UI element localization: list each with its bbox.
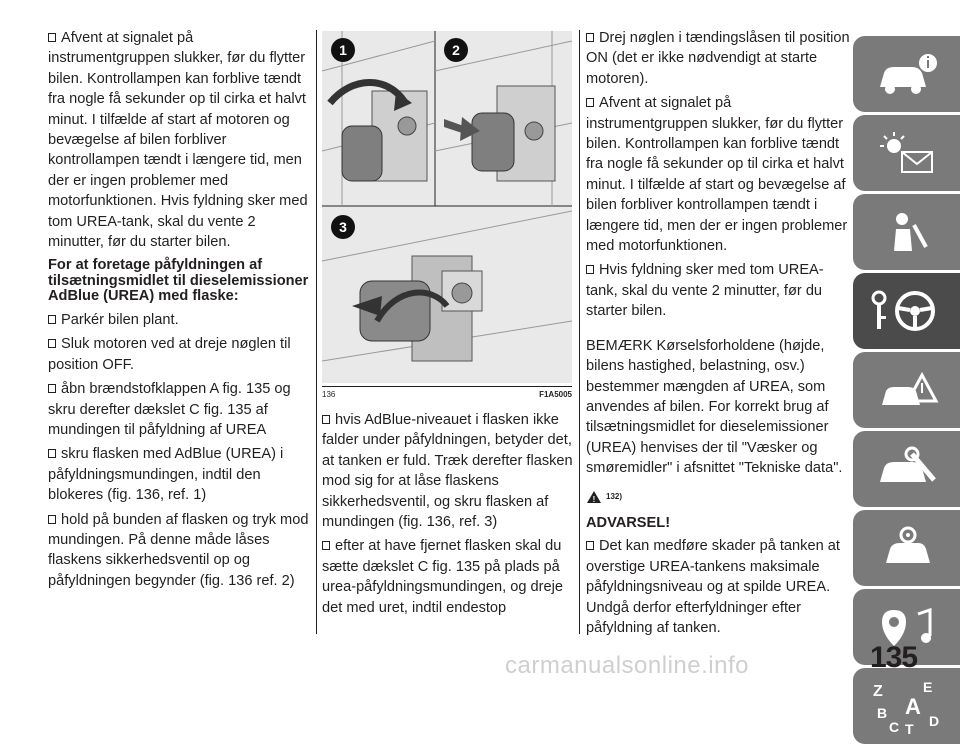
bullet-item: Sluk motoren ved at dreje nøglen til position OFF.: [48, 336, 291, 373]
bullet-item: Det kan medføre skader på tanken at overstige UREA-tankens maksimale påfyldningsniveau og at spilde UREA. Undgå derfor efterfyldninger efter påfyldning af tanken.: [586, 538, 840, 636]
column-divider-left: [316, 30, 317, 634]
bullet-square-icon: [48, 449, 56, 458]
steering-key-icon: [867, 286, 947, 336]
bullet-square-icon: [48, 515, 56, 524]
tab-warning-lights[interactable]: [853, 115, 960, 191]
figure-136: [322, 31, 572, 383]
bullet-item: hvis AdBlue-niveauet i flasken ikke falder under påfyldningen, betyder det, at tanken er fuld. Træk derefter flasken mod sig for at låse flaskens sikkerhedsventil, og skru flasken af mundingen (fig. 136, ref. 3): [322, 412, 573, 531]
svg-text:1: 1: [339, 42, 347, 58]
bullet-square-icon: [586, 98, 594, 107]
note-reference: ! 132): [586, 487, 850, 507]
column-right: [586, 28, 850, 642]
svg-text:C: C: [888, 719, 899, 735]
figure-caption: [322, 386, 572, 400]
maintenance-icon: [872, 444, 942, 494]
svg-text:B: B: [876, 705, 887, 721]
column-divider-right: [579, 30, 580, 634]
bullet-item: Drej nøglen i tændingslåsen til position ON (det er ikke nødvendigt at starte motoren).: [586, 30, 850, 87]
tab-car-info[interactable]: [853, 36, 960, 112]
bullet-item: åbn brændstofklappen A fig. 135 og skru derefter dækslet C fig. 135 af mundingen til påfyldning af UREA: [48, 381, 291, 438]
bullet-square-icon: [586, 33, 594, 42]
page-number: 135: [870, 641, 918, 674]
warning-triangle-icon: [586, 490, 602, 504]
bullet-item: Hvis fyldning sker med tom UREA-tank, skal du vente 2 minutter, før du starter bilen.: [586, 262, 824, 320]
figure-number: 136: [322, 390, 336, 399]
column-middle: [322, 410, 574, 622]
emergency-icon: [872, 365, 942, 415]
ref-badge-1: [331, 38, 355, 62]
svg-text:2: 2: [452, 42, 460, 58]
tab-starting-driving[interactable]: [853, 273, 960, 349]
column-left: [48, 28, 310, 595]
tab-emergency[interactable]: [853, 352, 960, 428]
bullet-square-icon: [48, 384, 56, 393]
note-paragraph: BEMÆRK Kørselsforholdene (højde, bilens hastighed, belastning, osv.) bestemmer mængden af UREA, som anvendes af bilen. For korrekt brug af tilsætningsmidlet for dieselemissioner (UREA) henvises der til "Væsker og smøremidler" i afsnittet "Tekniske data".: [586, 337, 843, 477]
warning-lights-icon: [872, 128, 942, 178]
warning-title: ADVARSEL!: [586, 514, 671, 531]
svg-text:T: T: [904, 721, 914, 736]
figure-code: F1A5005: [539, 390, 572, 399]
watermark: carmanualsonline.info: [505, 652, 749, 679]
svg-text:3: 3: [339, 219, 347, 235]
ref-badge-2: [444, 38, 468, 62]
bullet-square-icon: [322, 415, 330, 424]
section-heading: For at foretage påfyldningen af tilsætningsmidlet til dieselemissioner AdBlue (UREA) med flaske:: [48, 257, 309, 305]
tab-index[interactable]: [853, 668, 960, 744]
ref-badge-3: [331, 215, 355, 239]
bullet-item: Parkér bilen plant.: [48, 310, 310, 330]
tab-technical-data[interactable]: [853, 510, 960, 586]
safety-icon: [872, 207, 942, 257]
bullet-square-icon: [586, 265, 594, 274]
car-info-icon: [872, 49, 942, 99]
bullet-item: hold på bunden af flasken og tryk mod mundingen. På denne måde låses flaskens sikkerhedsventil op og påfyldningen begynder (fig. 136 ref. 2): [48, 511, 309, 589]
bullet-item: efter at have fjernet flasken skal du sætte dækslet C fig. 135 på plads på urea-påfyldningsmundingen, og dreje det med uret, indtil endestop: [322, 538, 563, 616]
bullet-square-icon: [322, 541, 330, 550]
index-icon: [867, 676, 947, 736]
svg-text:E: E: [922, 679, 932, 695]
technical-data-icon: [872, 523, 942, 573]
bullet-item: Afvent at signalet på instrumentgruppen slukker, før du flytter bilen. Kontrollampen kan forblive tændt fra nogle få sekunder op til cirka et halvt minut. I tilfælde af start og bevægelse af bilen forbliver kontrollampen tændt i længere tid, men der er ingen problemer med motorfunktionen.: [586, 95, 848, 255]
bullet-square-icon: [48, 339, 56, 348]
bullet-square-icon: [586, 541, 594, 550]
svg-text:A: A: [904, 694, 921, 719]
svg-text:D: D: [928, 713, 939, 729]
bullet-square-icon: [48, 33, 56, 42]
svg-text:Z: Z: [872, 683, 883, 700]
svg-text:!: !: [592, 494, 596, 504]
tab-safety[interactable]: [853, 194, 960, 270]
bullet-square-icon: [48, 315, 56, 324]
bullet-item: skru flasken med AdBlue (UREA) i påfyldningsmundingen, indtil den blokeres (fig. 136, ref. 1): [48, 446, 284, 504]
tab-maintenance[interactable]: [853, 431, 960, 507]
bullet-item: Afvent at signalet på instrumentgruppen slukker, før du flytter bilen. Kontrollampen kan forblive tændt fra nogle få sekunder op til cirka et halvt minut. I tilfælde af start af motoren og bevægelse af bilen forbliver kontrollampen tændt i længere tid, men der er ingen problemer med motorfunktionen. Hvis fyldning sker med tom UREA-tank, skal du vente 2 minutter, før du starter bilen.: [48, 30, 308, 251]
